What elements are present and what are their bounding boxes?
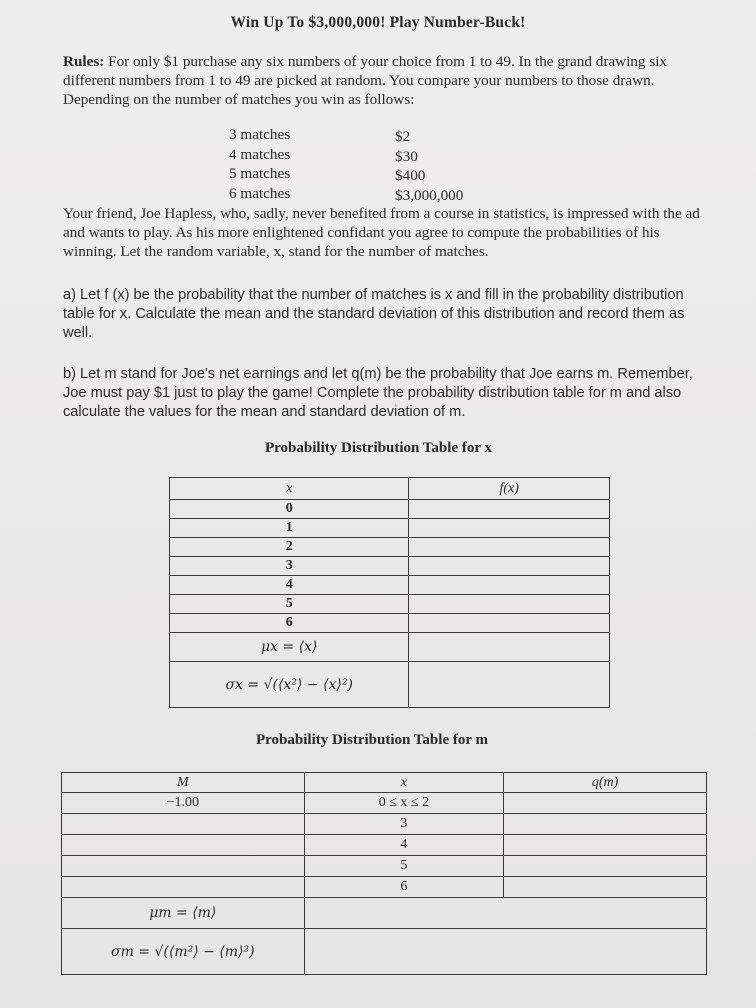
x-range-cell: 6	[304, 877, 504, 898]
x-value-cell: 5	[170, 595, 409, 614]
mean-formula-m: μm = ⟨m⟩	[62, 898, 305, 929]
question-b: b) Let m stand for Joe's net earnings and let q(m) be the probability that Joe earns m. Remember, Joe must pay $1 just to play the game! Complete the probability distribution table for m and also calculate the values for the mean and standard deviation of m.	[63, 366, 693, 420]
qm-answer-cell[interactable]	[504, 814, 707, 835]
prize-amount: $400	[395, 167, 426, 184]
prize-amount: $2	[395, 128, 411, 145]
qm-answer-cell[interactable]	[504, 877, 707, 898]
mean-m-answer-cell[interactable]	[304, 898, 706, 929]
x-value-cell: 6	[170, 614, 409, 633]
x-range-cell: 5	[304, 856, 504, 877]
prize-matches: 4 matches	[229, 145, 291, 163]
prize-matches-list	[229, 125, 290, 203]
friend-paragraph: Your friend, Joe Hapless, who, sadly, never benefited from a course in statistics, is impressed with the ad and wants to play. As his more enlightened confidant you agree to compute the probabilities of his winning. Let the random variable, x, stand for the number of matches.	[63, 205, 700, 260]
m-answer-cell[interactable]	[62, 835, 305, 856]
fx-answer-cell[interactable]	[409, 519, 610, 538]
mean-answer-cell[interactable]	[409, 633, 610, 662]
prize-matches: 6 matches	[229, 184, 291, 202]
fx-answer-cell[interactable]	[409, 595, 610, 614]
column-header-x: x	[304, 773, 504, 793]
fx-answer-cell[interactable]	[409, 538, 610, 557]
x-value-cell: 2	[170, 538, 409, 557]
table-m-caption: Probability Distribution Table for m	[256, 732, 488, 748]
qm-answer-cell[interactable]	[504, 793, 707, 814]
page-title: Win Up To $3,000,000! Play Number-Buck!	[230, 14, 526, 31]
column-header-qm: q(m)	[504, 773, 707, 793]
x-range-cell: 0 ≤ x ≤ 2	[304, 793, 504, 814]
probability-table-m	[61, 772, 707, 975]
qm-answer-cell[interactable]	[504, 835, 707, 856]
sd-formula-m: σm = √(⟨m²⟩ − ⟨m⟩²)	[62, 929, 305, 975]
prize-amount: $3,000,000	[395, 186, 464, 204]
prize-matches: 5 matches	[229, 165, 291, 182]
m-value-cell: −1.00	[62, 793, 305, 814]
x-value-cell: 4	[170, 576, 409, 595]
mean-formula-x: μx = ⟨x⟩	[170, 633, 409, 662]
x-value-cell: 3	[170, 557, 409, 576]
column-header-fx: f(x)	[409, 478, 610, 500]
m-answer-cell[interactable]	[62, 856, 305, 877]
sd-m-answer-cell[interactable]	[304, 929, 706, 975]
fx-answer-cell[interactable]	[409, 576, 610, 595]
fx-answer-cell[interactable]	[409, 557, 610, 576]
rules-paragraph	[63, 52, 713, 109]
x-value-cell: 1	[170, 519, 409, 538]
rules-label: Rules:	[63, 53, 105, 70]
x-range-cell: 4	[304, 835, 504, 856]
x-value-cell: 0	[170, 500, 409, 519]
prize-matches: 3 matches	[229, 126, 291, 143]
rules-text: For only $1 purchase any six numbers of your choice from 1 to 49. In the grand drawing six different numbers from 1 to 49 are picked at random. You compare your numbers to those drawn. Depending on the number of matches you win as follows:	[63, 53, 668, 108]
probability-table-x	[169, 477, 610, 708]
prize-amount: $30	[395, 147, 418, 165]
column-header-m: M	[62, 773, 305, 793]
prize-amounts-list	[395, 127, 463, 205]
sd-answer-cell[interactable]	[409, 662, 610, 708]
qm-answer-cell[interactable]	[504, 856, 707, 877]
m-answer-cell[interactable]	[62, 814, 305, 835]
fx-answer-cell[interactable]	[409, 614, 610, 633]
table-x-caption: Probability Distribution Table for x	[265, 440, 492, 456]
question-a: a) Let f (x) be the probability that the number of matches is x and fill in the probability distribution table for x. Calculate the mean and the standard deviation of this distribution and record them as well.	[63, 287, 685, 341]
m-answer-cell[interactable]	[62, 877, 305, 898]
sd-formula-x: σx = √(⟨x²⟩ − ⟨x⟩²)	[170, 662, 409, 708]
column-header-x: x	[170, 478, 409, 500]
x-range-cell: 3	[304, 814, 504, 835]
fx-answer-cell[interactable]	[409, 500, 610, 519]
